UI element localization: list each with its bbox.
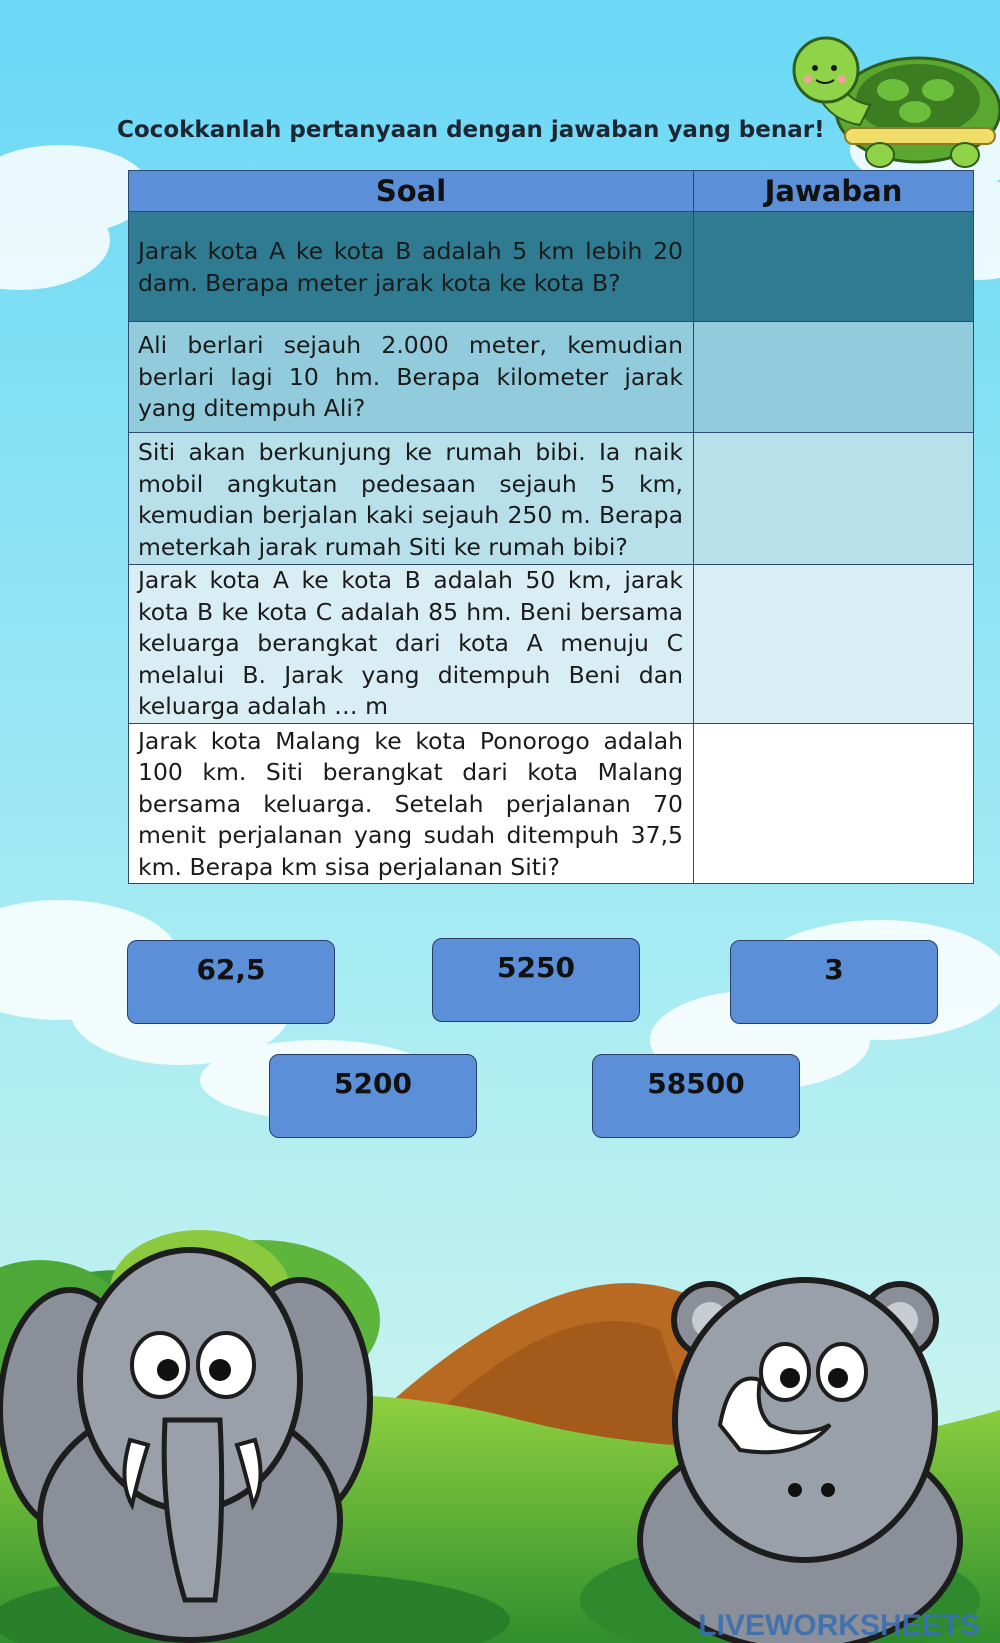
question-cell bbox=[129, 723, 694, 884]
answer-chip-3[interactable] bbox=[730, 940, 938, 1024]
answer-chip-5200[interactable] bbox=[269, 1054, 477, 1138]
table-row bbox=[129, 433, 974, 565]
answer-chip-label: 5250 bbox=[497, 951, 575, 984]
answer-chip-label: 5200 bbox=[334, 1067, 412, 1100]
question-cell bbox=[129, 322, 694, 433]
liveworksheets-watermark bbox=[680, 1606, 1000, 1643]
answer-chip-label: 58500 bbox=[647, 1067, 745, 1100]
question-text: Ali berlari sejauh 2.000 meter, kemudian berlari lagi 10 hm. Berapa kilometer jarak yang ditempuh Ali? bbox=[138, 331, 683, 422]
rhino-icon bbox=[640, 1280, 960, 1643]
question-text: Jarak kota A ke kota B adalah 5 km lebih 20 dam. Berapa meter jarak kota ke kota B? bbox=[138, 237, 683, 297]
matching-table bbox=[128, 170, 974, 884]
answer-slot[interactable] bbox=[694, 212, 973, 321]
question-cell bbox=[129, 433, 694, 565]
table-row bbox=[129, 212, 974, 322]
answer-slot[interactable] bbox=[694, 433, 973, 564]
question-text: Siti akan berkunjung ke rumah bibi. Ia naik mobil angkutan pedesaan sejauh 5 km, kemudian berjalan kaki sejauh 250 m. Berapa meterkah jarak rumah Siti ke rumah bibi? bbox=[138, 438, 683, 561]
instruction-text: Cocokkanlah pertanyaan dengan jawaban yang benar! bbox=[117, 117, 825, 143]
answer-drop-zone[interactable] bbox=[694, 212, 974, 322]
answer-drop-zone[interactable] bbox=[694, 565, 974, 724]
watermark-text: LIVEWORKSHEETS bbox=[698, 1609, 980, 1642]
table-row bbox=[129, 723, 974, 884]
answer-slot[interactable] bbox=[694, 724, 973, 884]
answer-chip-label: 62,5 bbox=[196, 953, 266, 986]
answer-drop-zone[interactable] bbox=[694, 322, 974, 433]
question-text: Jarak kota Malang ke kota Ponorogo adalah 100 km. Siti berangkat dari kota Malang bersama keluarga. Setelah perjalanan 70 menit perjalanan yang sudah ditempuh 37,5 km. Berapa km sisa perjalanan Siti? bbox=[138, 726, 683, 881]
answer-chip-label: 3 bbox=[824, 953, 844, 986]
answer-drop-zone[interactable] bbox=[694, 723, 974, 884]
answer-chip-62-5[interactable] bbox=[127, 940, 335, 1024]
question-cell bbox=[129, 212, 694, 322]
answer-slot[interactable] bbox=[694, 322, 973, 432]
column-header-answer: Jawaban bbox=[694, 171, 974, 212]
question-cell bbox=[129, 565, 694, 724]
answer-slot[interactable] bbox=[694, 565, 973, 723]
answer-chip-5250[interactable] bbox=[432, 938, 640, 1022]
table-row bbox=[129, 565, 974, 724]
table-row bbox=[129, 322, 974, 433]
table-header-row bbox=[129, 171, 974, 212]
answer-chip-58500[interactable] bbox=[592, 1054, 800, 1138]
column-header-question: Soal bbox=[129, 171, 694, 212]
question-text: Jarak kota A ke kota B adalah 50 km, jarak kota B ke kota C adalah 85 hm. Beni bersama keluarga berangkat dari kota A menuju C melalui B. Jarak yang ditempuh Beni dan keluarga adalah … m bbox=[138, 566, 683, 720]
answer-drop-zone[interactable] bbox=[694, 433, 974, 565]
